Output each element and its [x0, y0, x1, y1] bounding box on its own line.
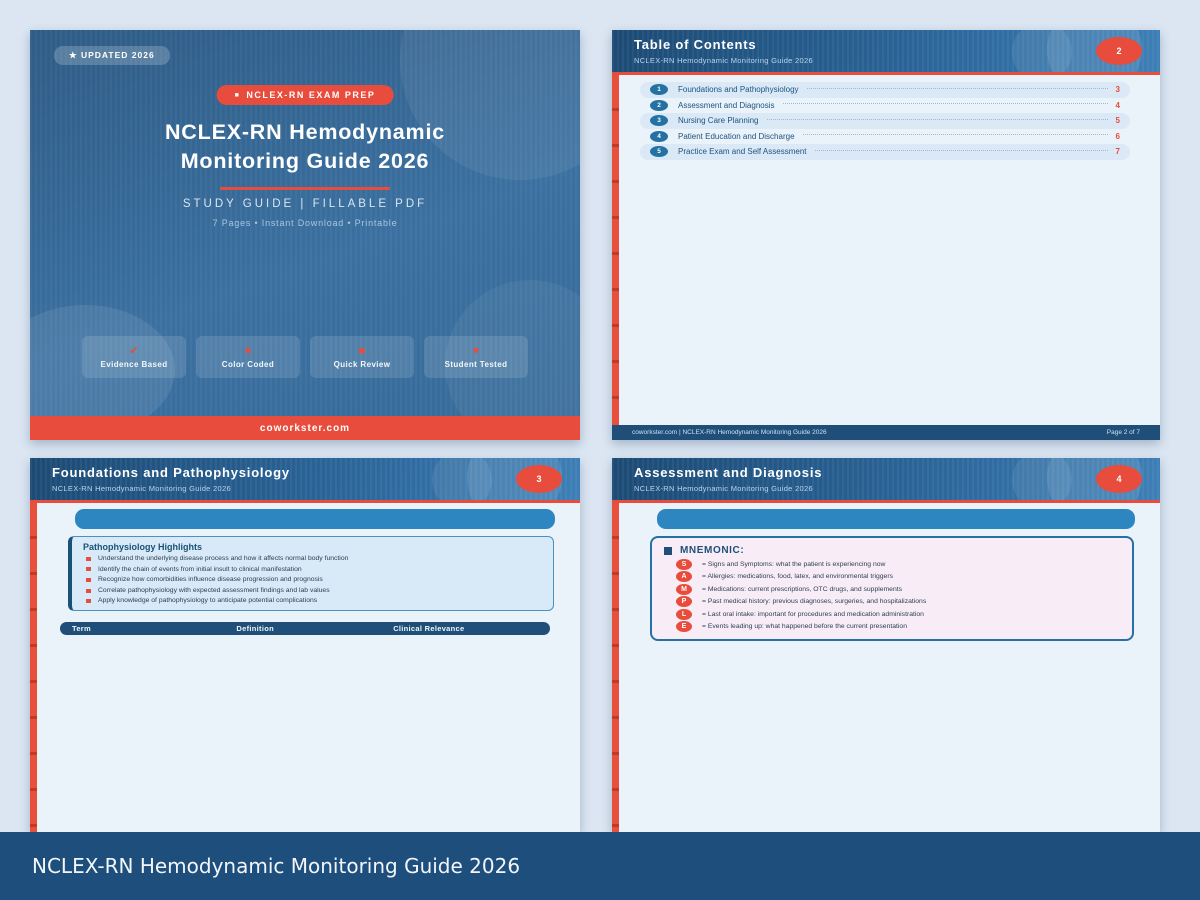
mnemonic-letter-badge: E: [676, 621, 692, 632]
highlight-text: Identify the chain of events from initial insult to clinical manifestation: [98, 565, 302, 573]
page-number-badge: 2: [1096, 37, 1142, 65]
highlight-text: Correlate pathophysiology with expected assessment findings and lab values: [98, 586, 330, 594]
star-icon: ★: [243, 344, 253, 357]
bullet-square-icon: [86, 567, 91, 571]
highlight-text: Apply knowledge of pathophysiology to anticipate potential complications: [98, 597, 318, 605]
mnemonic-item: [664, 584, 1120, 594]
mnemonic-title: MNEMONIC:: [680, 545, 745, 556]
toc-entry-label: Patient Education and Discharge: [678, 131, 795, 141]
section-bar: [75, 509, 555, 529]
page-title: Table of Contents: [634, 37, 757, 52]
updated-badge: ★ UPDATED 2026: [54, 46, 170, 65]
toc-list: [640, 82, 1130, 160]
mnemonic-letter-badge: P: [676, 596, 692, 607]
highlight-item: [83, 587, 542, 595]
highlights-callout: [68, 536, 554, 611]
page-subtitle: NCLEX-RN Hemodynamic Monitoring Guide 2026: [634, 484, 813, 493]
section-bar: [657, 509, 1135, 529]
page-subtitle: NCLEX-RN Hemodynamic Monitoring Guide 2026: [52, 484, 231, 493]
feature-quick-review: [310, 336, 414, 378]
page-header: [30, 458, 580, 500]
toc-entry-patient-education[interactable]: [640, 129, 1130, 145]
toc-entry-page: 4: [1115, 100, 1120, 110]
mnemonic-text: = Events leading up: what happened before the current presentation: [702, 623, 907, 630]
dotted-leader: [815, 150, 1108, 151]
mnemonic-letter-badge: L: [676, 609, 692, 620]
header-accent-line: [612, 72, 1160, 75]
mnemonic-text: = Last oral intake: important for procedures and medication administration: [702, 610, 924, 618]
toc-number-badge: 5: [650, 146, 668, 157]
toc-page-thumbnail[interactable]: [612, 30, 1160, 440]
mnemonic-letter-badge: M: [676, 584, 692, 595]
binding-edge-strip: [612, 503, 619, 832]
toc-entry-page: 6: [1115, 131, 1120, 141]
toc-entry-care-planning[interactable]: [640, 113, 1130, 129]
toc-entry-label: Nursing Care Planning: [678, 116, 759, 126]
dotted-leader: [767, 119, 1108, 120]
toc-number-badge: 3: [650, 115, 668, 126]
mnemonic-item: [664, 559, 1120, 569]
feature-student-tested: [424, 336, 528, 378]
table-column-clinical-relevance: Clinical Relevance: [393, 623, 465, 633]
table-column-term: Term: [72, 623, 91, 633]
mnemonic-item: [664, 572, 1120, 582]
toc-number-badge: 2: [650, 100, 668, 111]
page-subtitle: NCLEX-RN Hemodynamic Monitoring Guide 2026: [634, 56, 813, 65]
table-header-row: [60, 622, 550, 635]
page-header: [612, 458, 1160, 500]
bullet-square-icon: [86, 599, 91, 603]
bullet-square-icon: [86, 557, 91, 561]
mnemonic-title-row: [664, 545, 1120, 556]
cover-title-line1: NCLEX-RN Hemodynamic: [164, 120, 445, 144]
toc-entry-label: Practice Exam and Self Assessment: [678, 147, 807, 157]
toc-entry-label: Foundations and Pathophysiology: [678, 85, 799, 95]
toc-entry-assessment[interactable]: [640, 98, 1130, 114]
binding-edge-strip: [30, 503, 37, 832]
feature-label: Evidence Based: [100, 359, 168, 369]
footer-left-text: coworkster.com | NCLEX-RN Hemodynamic Monitoring Guide 2026: [632, 429, 827, 436]
feature-label: Color Coded: [221, 359, 275, 369]
toc-entry-page: 5: [1115, 116, 1120, 126]
mnemonic-text: = Allergies: medications, food, latex, and environmental triggers: [702, 573, 893, 580]
header-accent-line: [612, 500, 1160, 503]
square-icon: ■: [234, 92, 241, 99]
page-number-badge: 4: [1096, 465, 1142, 493]
bullet-square-icon: [86, 578, 91, 582]
mnemonic-text: = Past medical history: previous diagnoses, surgeries, and hospitalizations: [702, 598, 927, 605]
feature-color-coded: [196, 336, 300, 378]
window-title-bar: [0, 832, 1200, 900]
mnemonic-item: [664, 609, 1120, 619]
mnemonic-letter-badge: A: [676, 571, 692, 582]
binding-edge-strip: [612, 75, 619, 425]
square-icon: ■: [358, 344, 366, 357]
page-footer: [612, 425, 1160, 440]
cover-page-thumbnail[interactable]: [30, 30, 580, 440]
mnemonic-text: = Signs and Symptoms: what the patient is experiencing now: [702, 560, 886, 568]
header-accent-line: [30, 500, 580, 503]
dotted-leader: [807, 88, 1108, 89]
exam-prep-pill-label: NCLEX-RN EXAM PREP: [246, 90, 376, 100]
cover-title: [30, 118, 580, 176]
cover-title-line2: Monitoring Guide 2026: [180, 149, 430, 173]
mnemonic-callout: [650, 536, 1134, 641]
toc-number-badge: 1: [650, 84, 668, 95]
page-number-badge: 3: [516, 465, 562, 493]
feature-evidence-based: [82, 336, 186, 378]
toc-entry-practice-exam[interactable]: [640, 144, 1130, 160]
toc-entry-foundations[interactable]: [640, 82, 1130, 98]
dotted-leader: [803, 134, 1108, 135]
highlights-title: Pathophysiology Highlights: [83, 542, 202, 552]
highlight-item: [83, 566, 542, 574]
decorative-circle: [432, 458, 492, 500]
highlight-text: Recognize how comorbidities influence disease progression and prognosis: [98, 576, 323, 584]
feature-label: Quick Review: [333, 359, 391, 369]
toc-entry-page: 7: [1115, 147, 1120, 157]
foundations-page-thumbnail[interactable]: [30, 458, 580, 832]
page-title: Assessment and Diagnosis: [634, 465, 823, 480]
website-footer: coworkster.com: [30, 416, 580, 440]
toc-entry-page: 3: [1115, 85, 1120, 95]
page-title: Foundations and Pathophysiology: [52, 465, 290, 480]
meta-line: 7 Pages • Instant Download • Printable: [212, 218, 398, 228]
mnemonic-item: [664, 597, 1120, 607]
toc-number-badge: 4: [650, 131, 668, 142]
assessment-page-thumbnail[interactable]: [612, 458, 1160, 832]
dotted-leader: [783, 103, 1108, 104]
bullet-square-icon: [86, 589, 91, 593]
exam-prep-pill: [217, 85, 394, 105]
checkmark-icon: ✔: [129, 344, 139, 357]
footer-page-indicator: Page 2 of 7: [1106, 429, 1140, 436]
highlight-item: [83, 597, 542, 605]
highlight-item: [83, 576, 542, 584]
feature-label: Student Tested: [444, 359, 508, 369]
feature-badges: [30, 336, 580, 378]
mnemonic-text: = Medications: current prescriptions, OTC drugs, and supplements: [702, 585, 903, 593]
highlight-text: Understand the underlying disease process and how it affects normal body function: [98, 555, 349, 562]
mnemonic-item: [664, 622, 1120, 632]
page-header: [612, 30, 1160, 72]
window-title: NCLEX-RN Hemodynamic Monitoring Guide 2026: [32, 854, 521, 878]
heart-icon: ♥: [472, 344, 480, 357]
title-divider: [220, 187, 390, 190]
table-column-definition: Definition: [236, 623, 274, 633]
mnemonic-letter-badge: S: [676, 559, 692, 570]
decorative-circle: [1012, 458, 1072, 500]
format-line: STUDY GUIDE | FILLABLE PDF: [182, 198, 428, 210]
highlight-item: [83, 555, 542, 563]
decorative-circle: [1012, 30, 1072, 72]
toc-entry-label: Assessment and Diagnosis: [678, 100, 775, 110]
square-icon: [664, 547, 672, 555]
